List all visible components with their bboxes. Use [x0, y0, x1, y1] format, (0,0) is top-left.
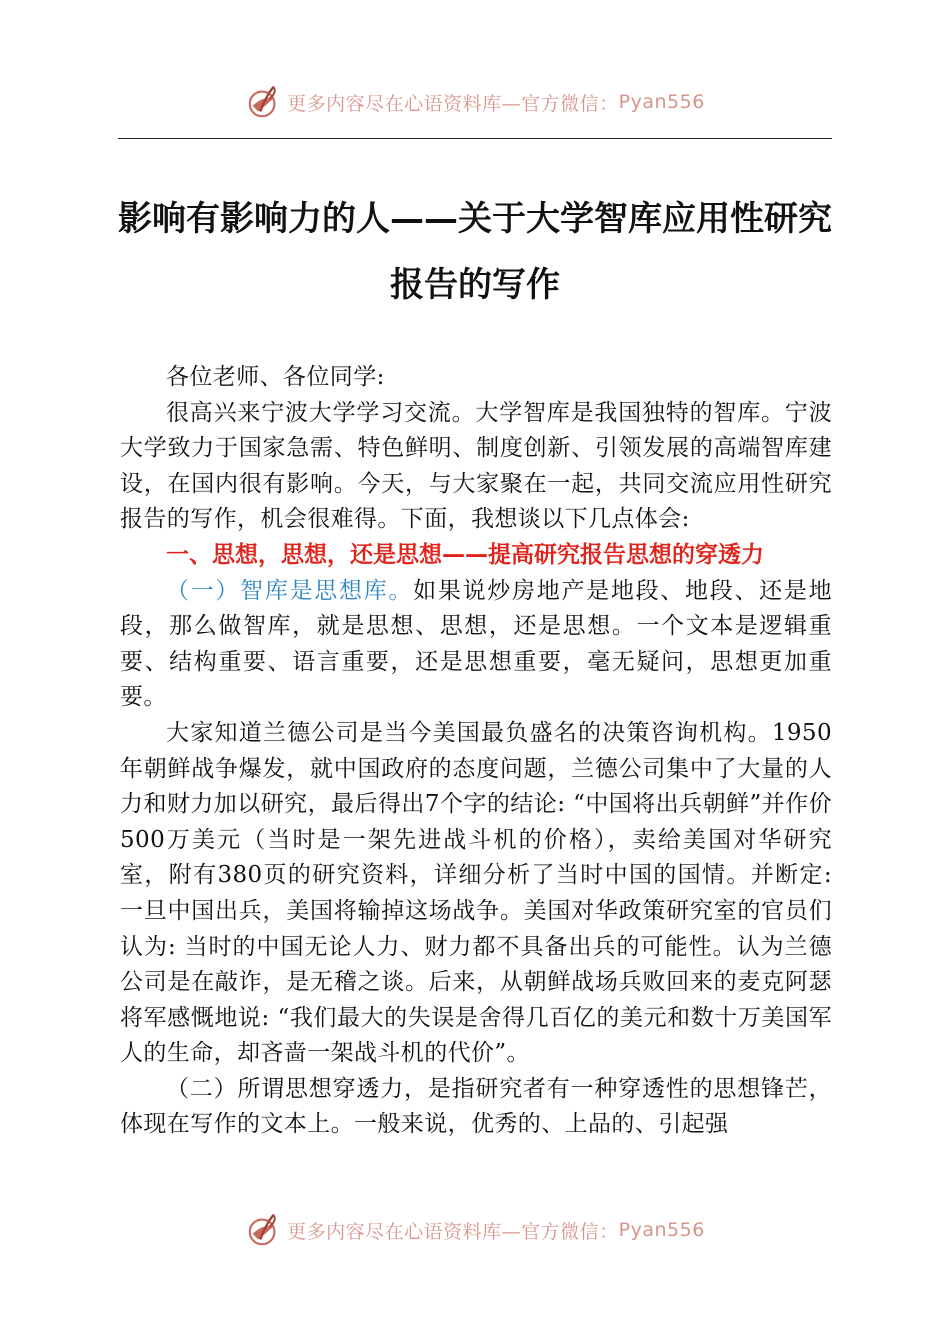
- quill-logo-icon: [245, 1211, 283, 1249]
- quill-logo-icon: [245, 83, 283, 121]
- intro-paragraph: 很高兴来宁波大学学习交流。大学智库是我国独特的智库。宁波大学致力于国家急需、特色鲜明、制度创新、引领发展的高端智库建设，在国内很有影响。今天，与大家聚在一起，共同交流应用性研究报告的写作，机会很难得。下面，我想谈以下几点体会:: [120, 399, 832, 533]
- subsection-paragraph-2: （二）所谓思想穿透力，是指研究者有一种穿透性的思想锋芒，体现在写作的文本上。一般来说，优秀的、上品的、引起强: [120, 1075, 832, 1138]
- subsection-text: 如果说炒房地产是地段、地段、还是地段，那么做智库，就是思想、思想，还是思想。一个文本是逻辑重要、结构重要、语言重要，还是思想重要，毫无疑问，思想更加重要。: [120, 577, 832, 711]
- watermark-text: 更多内容尽在心语资料库—官方微信：: [287, 1220, 619, 1243]
- rand-paragraph: 大家知道兰德公司是当今美国最负盛名的决策咨询机构。1950年朝鲜战争爆发，就中国政府的态度问题，兰德公司集中了大量的人力和财力加以研究，最后得出7个字的结论: “中国将出兵朝鲜”并作价500万美元（当时是一架先进战斗机的价格），卖给美国对华研究室，附有380页的研究资料，详细分析了当时中国的国情。并断定: 一旦中国出兵，美国将输掉这场战争。美国对华政策研究室的官员们认为: 当时的中国无论人力、财力都不具备出兵的可能性。认为兰德公司是在敲诈，是无稽之谈。后来，从朝鲜战场兵败回来的麦克阿瑟将军感慨地说: “我们最大的失误是舍得几百亿的美元和数十万美国军人的生命，却吝啬一架战斗机的代价”。: [120, 719, 832, 1067]
- footer-watermark: [0, 1210, 950, 1250]
- document-title: 影响有影响力的人——关于大学智库应用性研究报告的写作: [118, 199, 832, 305]
- watermark-id: Pyan556: [618, 1219, 705, 1241]
- salutation: 各位老师、各位同学:: [166, 364, 385, 390]
- subsection-label: （一）智库是思想库。: [166, 577, 414, 604]
- document-body: [120, 360, 832, 1143]
- subsection-paragraph-1: [120, 574, 832, 716]
- watermark-text: 更多内容尽在心语资料库—官方微信：: [287, 92, 619, 115]
- section-heading: 一、思想，思想，还是思想——提高研究报告思想的穿透力: [166, 541, 764, 568]
- watermark-id: Pyan556: [618, 91, 705, 113]
- header-rule: [118, 138, 832, 139]
- header-watermark: [0, 82, 950, 122]
